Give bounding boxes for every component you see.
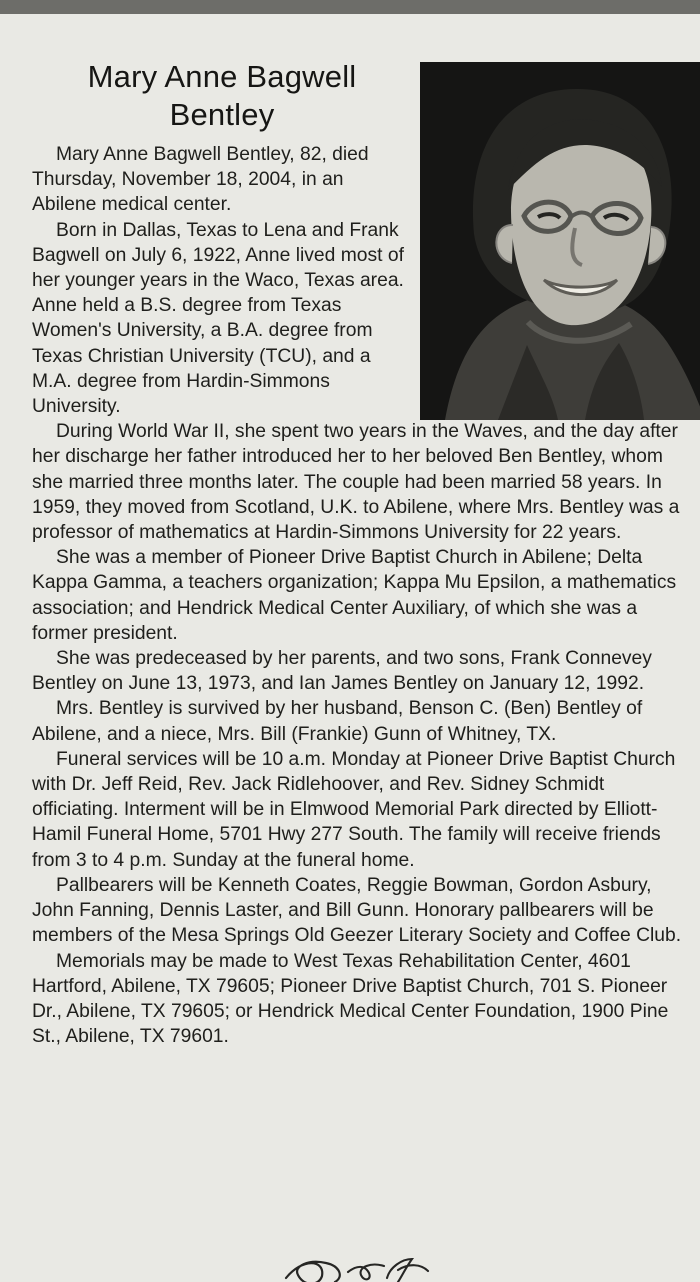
obituary-paragraph-pallbearers: Pallbearers will be Kenneth Coates, Reggie Bowman, Gordon Asbury, John Fanning, Dennis Laster, and Bill Gunn. Honorary pallbearers will be members of the Mesa Springs Old Geezer Literary Society and Coffee Club. bbox=[32, 874, 682, 947]
obituary-column bbox=[32, 58, 682, 1248]
top-rule bbox=[0, 0, 700, 14]
obituary-paragraph-predeceased: She was predeceased by her parents, and two sons, Frank Connevey Bentley on June 13, 1973, and Ian James Bentley on January 12, 1992. bbox=[32, 648, 652, 695]
obituary-paragraph-early-life: Born in Dallas, Texas to Lena and Frank Bagwell on July 6, 1922, Anne lived most of her younger years in the Waco, Texas area. Anne held a B.S. degree from Texas Women's University, a B.A. degree from Texas Christian University (TCU), and a M.A. degree from Hardin-Simmons University. bbox=[32, 219, 404, 418]
obituary-paragraph-funeral: Funeral services will be 10 a.m. Monday at Pioneer Drive Baptist Church with Dr. Jeff Reid, Rev. Jack Ridlehoover, and Rev. Sidney Schmidt officiating. Interment will be in Elmwood Memorial Park directed by Elliott-Hamil Funeral Home, 5701 Hwy 277 South. The family will receive friends from 3 to 4 p.m. Sunday at the funeral home. bbox=[32, 748, 676, 871]
obituary-paragraph-death: Mary Anne Bagwell Bentley, 82, died Thursday, November 18, 2004, in an Abilene medical center. bbox=[32, 144, 369, 216]
obituary-title: Mary Anne Bagwell Bentley bbox=[87, 59, 357, 132]
obituary-paragraph-memorials: Memorials may be made to West Texas Rehabilitation Center, 4601 Hartford, Abilene, TX 79605; Pioneer Drive Baptist Church, 701 S. Pioneer Dr., Abilene, TX 79605; or Hendrick Medical Center Foundation, 1900 Pine St., Abilene, TX 79601. bbox=[32, 950, 669, 1048]
obituary-paragraph-survivors: Mrs. Bentley is survived by her husband, Benson C. (Ben) Bentley of Abilene, and a niece, Mrs. Bill (Frankie) Gunn of Whitney, TX. bbox=[32, 698, 643, 745]
signature-icon bbox=[268, 1254, 458, 1282]
obituary-paragraph-memberships: She was a member of Pioneer Drive Baptist Church in Abilene; Delta Kappa Gamma, a teachers organization; Kappa Mu Epsilon, a mathematics association; and Hendrick Medical Center Auxiliary, of which she was a former president. bbox=[32, 547, 677, 644]
obituary-paragraph-marriage-career: During World War II, she spent two years in the Waves, and the day after her discharge her father introduced her to her beloved Ben Bentley, whom she married three months later. The couple had been married 58 years. In 1959, they moved from Scotland, U.K. to Abilene, where Mrs. Bentley was a professor of mathematics at Hardin-Simmons University for 22 years. bbox=[32, 421, 680, 544]
obituary-body bbox=[32, 142, 684, 1049]
